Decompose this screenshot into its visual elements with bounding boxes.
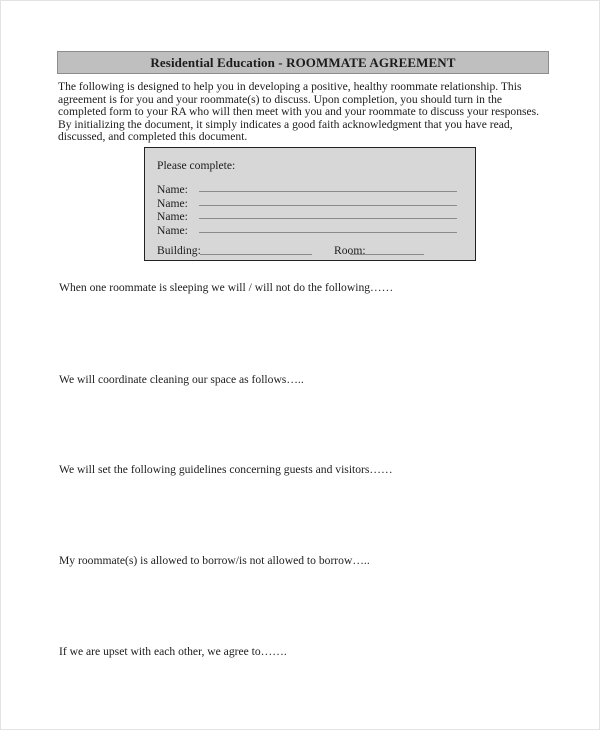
name-label-1: Name: <box>157 183 188 196</box>
name-label-4: Name: <box>157 224 188 237</box>
name-input-line-3[interactable] <box>199 218 457 219</box>
building-label: Building: <box>157 244 201 257</box>
question-guests-visitors: We will set the following guidelines concerning guests and visitors…… <box>59 463 393 476</box>
name-label-2: Name: <box>157 197 188 210</box>
intro-paragraph: The following is designed to help you in developing a positive, healthy roommate relationship. This agreement is for you and your roommate(s) to discuss. Upon completion, you should turn in the completed form to your RA who will then meet with you and your roommate to discuss your responses. By initializing the document, it simply indicates a good faith acknowledgment that you have read, discussed, and completed this document. <box>58 80 540 144</box>
box-heading: Please complete: <box>157 159 236 172</box>
name-label-3: Name: <box>157 210 188 223</box>
question-sleeping: When one roommate is sleeping we will / will not do the following…… <box>59 281 394 294</box>
room-label: Room: <box>334 244 366 257</box>
name-input-line-4[interactable] <box>199 232 457 233</box>
name-input-line-2[interactable] <box>199 205 457 206</box>
question-borrowing: My roommate(s) is allowed to borrow/is not allowed to borrow….. <box>59 554 370 567</box>
question-cleaning: We will coordinate cleaning our space as follows….. <box>59 373 304 386</box>
question-upset-agreement: If we are upset with each other, we agree to……. <box>59 645 287 658</box>
document-title: Residential Education - ROOMMATE AGREEMENT <box>150 55 456 70</box>
room-input-line[interactable] <box>350 254 424 255</box>
title-banner <box>57 51 549 74</box>
name-input-line-1[interactable] <box>199 191 457 192</box>
building-input-line[interactable] <box>200 254 312 255</box>
please-complete-box <box>144 147 476 261</box>
